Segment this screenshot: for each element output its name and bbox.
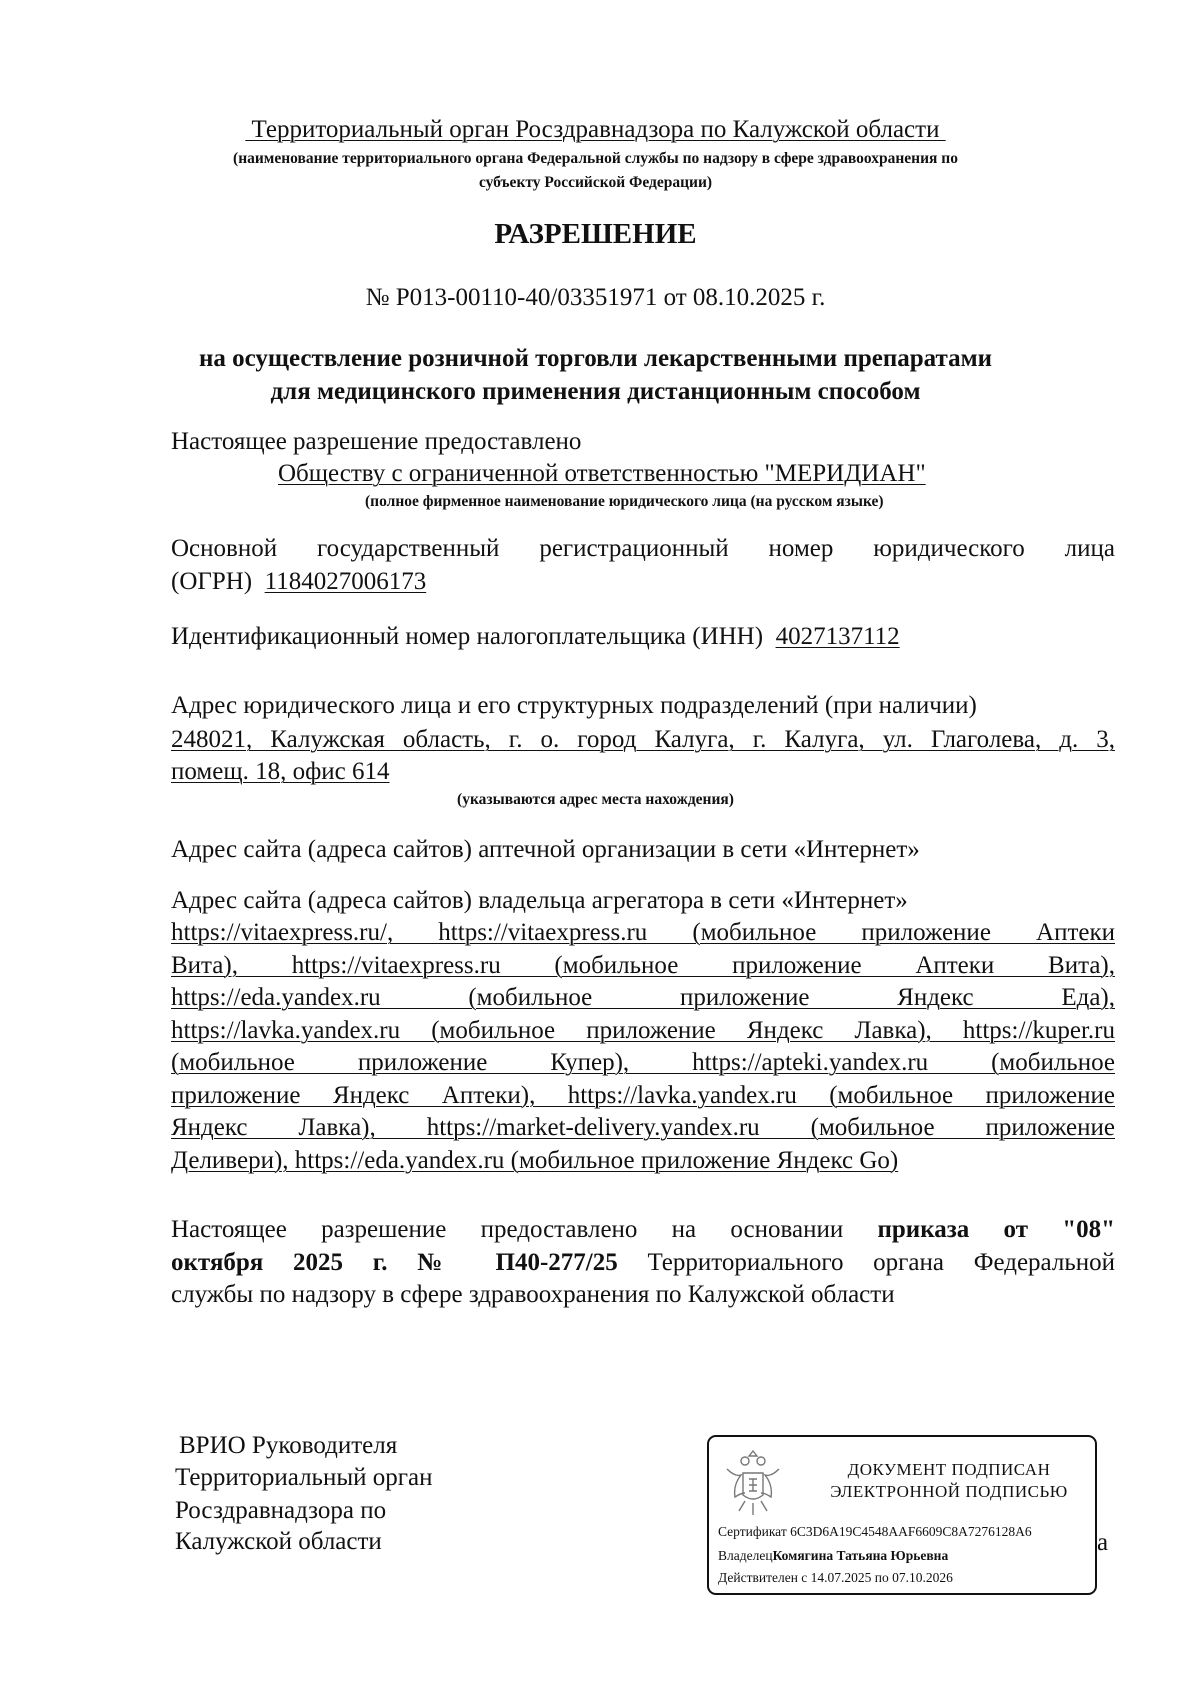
owner-row: ВладелецКомягина Татьяна Юрьевна bbox=[718, 1548, 949, 1563]
pharmacy-site-label: Адрес сайта (адреса сайтов) аптечной организации в сети «Интернет» bbox=[171, 836, 920, 863]
address-line: помещ. 18, офис 614 bbox=[171, 758, 390, 785]
aggregator-site-label: Адрес сайта (адреса сайтов) владельца агрегатора в сети «Интернет» bbox=[171, 887, 908, 914]
owner-value: Комягина Татьяна Юрьевна bbox=[772, 1548, 949, 1563]
address-caption: (указываются адрес места нахождения) bbox=[457, 791, 734, 808]
ogrn-label: Основной государственный регистрационный номер юридического лица bbox=[171, 535, 1115, 562]
authority-name: Территориальный орган Росздравнадзора по Калужской области bbox=[245, 116, 946, 143]
aggregator-site-line: https://lavka.yandex.ru (мобильное приложение Яндекс Лавка), https://kuper.ru bbox=[171, 1016, 1115, 1044]
authority-caption: (наименование территориального органа Федеральной службы по надзору в сфере здравоохранения по субъекту Российской Федерации) bbox=[233, 150, 958, 191]
aggregator-site-line: Деливери), https://eda.yandex.ru (мобильное приложение Яндекс Go) bbox=[171, 1146, 899, 1174]
signatory-title: Калужской области bbox=[175, 1528, 382, 1555]
basis-line: службы по надзору в сфере здравоохранения по Калужской области bbox=[171, 1281, 895, 1308]
signatory-title: Росздравнадзора по bbox=[175, 1497, 387, 1524]
inn-value: 4027137112 bbox=[775, 623, 900, 650]
signatory-title: Территориальный орган bbox=[175, 1464, 433, 1491]
e-signature-stamp bbox=[707, 1435, 1097, 1595]
certificate-row: Сертификат 6C3D6A19C4548AAF6609C8A7276128A6 bbox=[718, 1524, 1032, 1539]
basis-line: Настоящее разрешение предоставлено на основании приказа от "08" bbox=[171, 1216, 1115, 1243]
signatory-trailing: а bbox=[1097, 1529, 1109, 1556]
address-label: Адрес юридического лица и его структурных подразделений (при наличии) bbox=[171, 692, 977, 719]
basis-line: октября 2025 г. № П40-277/25 Территориального органа Федеральной bbox=[171, 1249, 1115, 1276]
permit-number: № Р013-00110-40/03351971 от 08.10.2025 г. bbox=[365, 284, 826, 311]
grantee-label: Настоящее разрешение предоставлено bbox=[171, 428, 582, 455]
validity-row: Действителен с 14.07.2025 по 07.10.2026 bbox=[718, 1570, 953, 1585]
e-signature-heading: ДОКУМЕНТ ПОДПИСАН ЭЛЕКТРОННОЙ ПОДПИСЬЮ bbox=[830, 1460, 1068, 1501]
inn-row: Идентификационный номер налогоплательщика (ИНН) 4027137112 bbox=[171, 623, 900, 650]
grantee-caption: (полное фирменное наименование юридического лица (на русском языке) bbox=[365, 493, 884, 510]
aggregator-site-line: https://eda.yandex.ru (мобильное приложение Яндекс Еда), bbox=[171, 984, 1115, 1011]
page-title: РАЗРЕШЕНИЕ bbox=[494, 218, 697, 250]
certificate-value: 6C3D6A19C4548AAF6609C8A7276128A6 bbox=[790, 1524, 1032, 1539]
coat-of-arms-icon bbox=[723, 1447, 783, 1519]
aggregator-site-line: Вита), https://vitaexpress.ru (мобильное приложение Аптеки Вита), bbox=[171, 951, 1115, 979]
aggregator-site-line: (мобильное приложение Купер), https://apteki.yandex.ru (мобильное bbox=[171, 1049, 1115, 1076]
address-line: 248021, Калужская область, г. о. город Калуга, г. Калуга, ул. Глаголева, д. 3, bbox=[171, 726, 1115, 753]
aggregator-site-line: https://vitaexpress.ru/, https://vitaexpress.ru (мобильное приложение Аптеки bbox=[171, 919, 1115, 946]
ogrn-value: 1184027006173 bbox=[264, 568, 427, 595]
ogrn-row: (ОГРН) 1184027006173 bbox=[171, 568, 427, 595]
aggregator-site-line: Яндекс Лавка), https://market-delivery.yandex.ru (мобильное приложение bbox=[171, 1114, 1115, 1141]
permit-subject: на осуществление розничной торговли лекарственными препаратами для медицинского применения дистанционным способом bbox=[198, 345, 993, 405]
grantee-name: Обществу с ограниченной ответственностью "МЕРИДИАН" bbox=[278, 460, 926, 487]
signatory-title: ВРИО Руководителя bbox=[179, 1432, 398, 1459]
aggregator-site-line: приложение Яндекс Аптеки), https://lavka.yandex.ru (мобильное приложение bbox=[171, 1081, 1115, 1109]
